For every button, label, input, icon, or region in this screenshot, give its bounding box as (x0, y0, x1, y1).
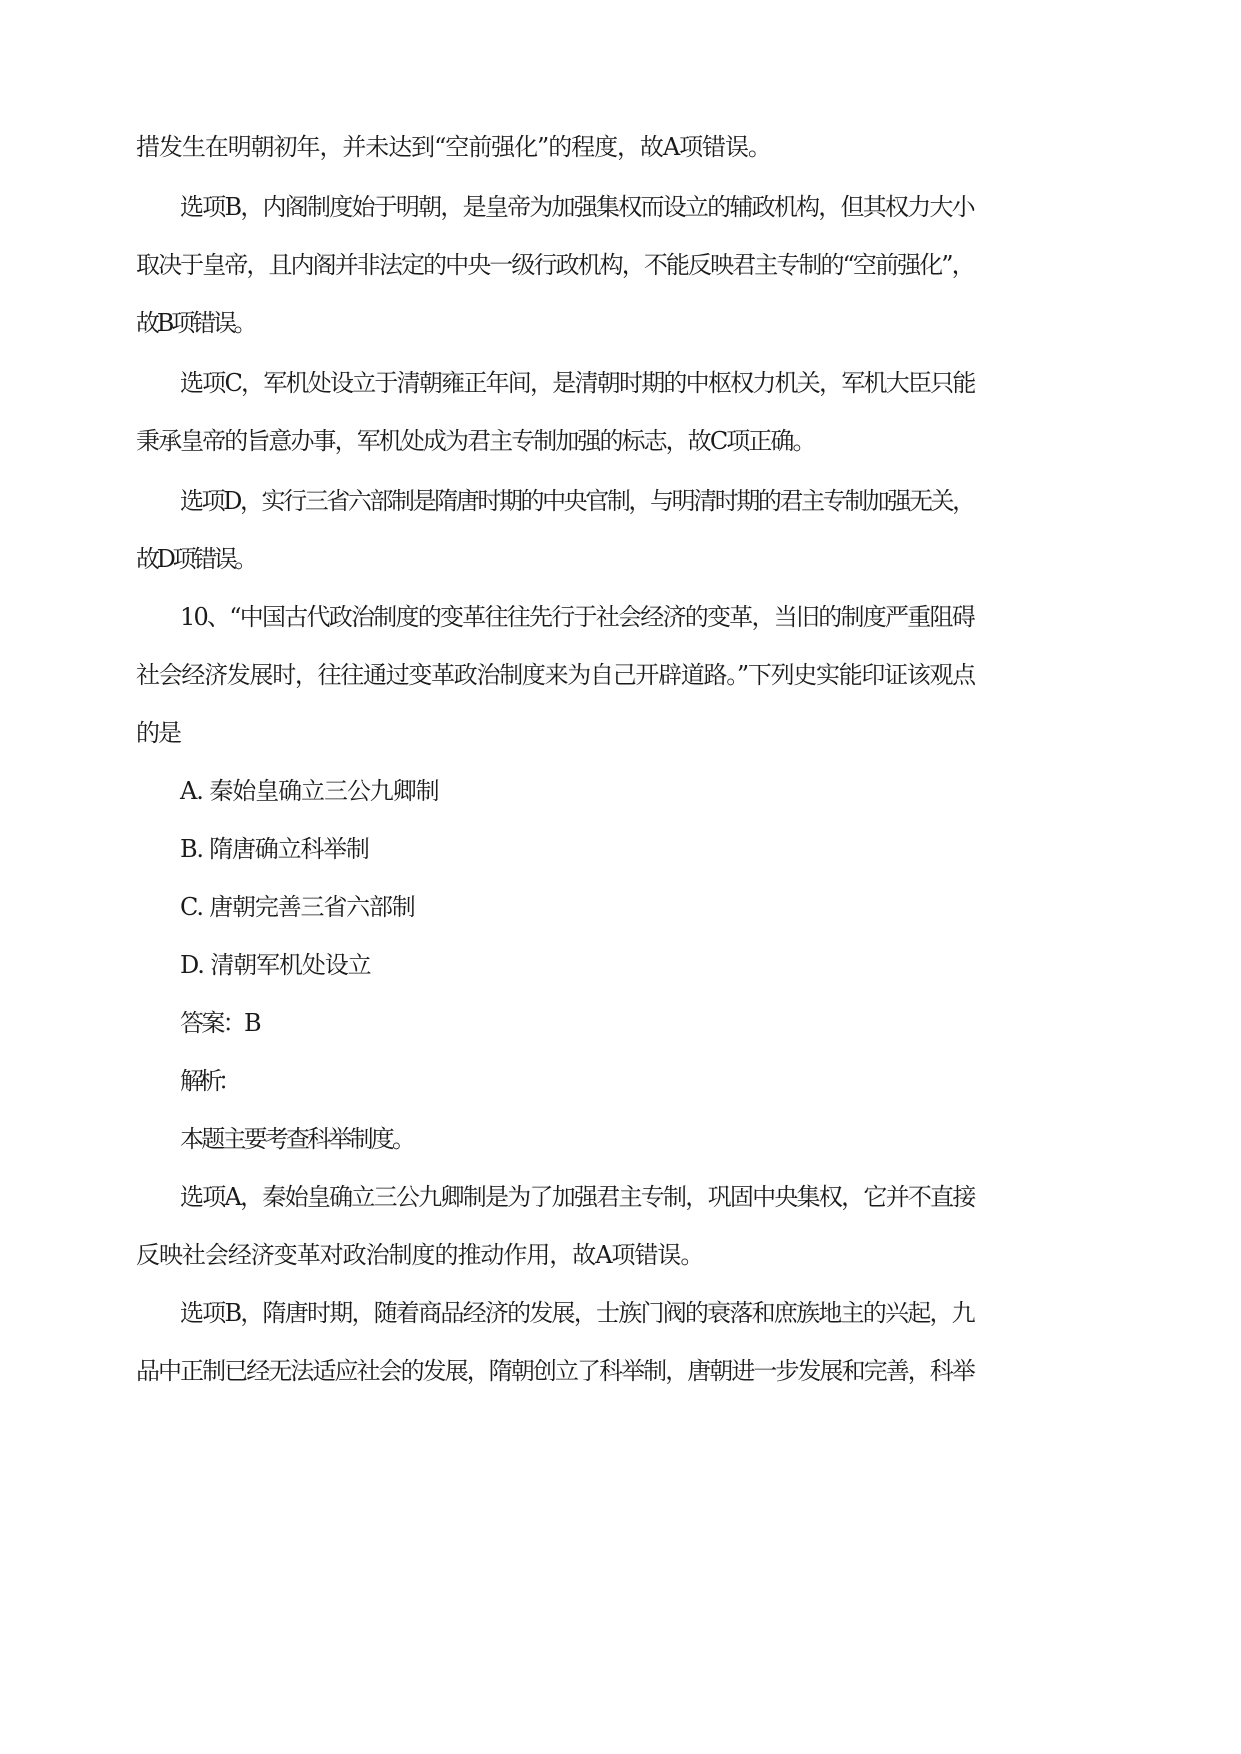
text-line: 选项D，实行三省六部制是隋唐时期的中央官制，与明清时期的君主专制加强无关， (180, 487, 974, 515)
option-b: B. 隋唐确立科举制 (180, 835, 369, 863)
text-line: 取决于皇帝，且内阁并非法定的中央一级行政机构，不能反映君主专制的“空前强化”， (136, 251, 974, 279)
option-d: D. 清朝军机处设立 (180, 951, 371, 979)
analysis-heading: 解析： (180, 1067, 237, 1095)
answer-line: 答案：B (180, 1009, 259, 1037)
text-line: 反映社会经济变革对政治制度的推动作用，故A项错误。 (136, 1241, 704, 1269)
text-line: 秉承皇帝的旨意办事，军机处成为君主专制加强的标志，故C项正确。 (136, 427, 815, 455)
text-line: 故D项错误。 (136, 545, 255, 573)
question-line: 社会经济发展时，往往通过变革政治制度来为自己开辟道路。”下列史实能印证该观点 (136, 661, 975, 689)
question-line: 的是 (136, 719, 180, 747)
text-line: 品中正制已经无法适应社会的发展，隋朝创立了科举制，唐朝进一步发展和完善，科举 (136, 1357, 974, 1385)
text-line: 本题主要考查科举制度。 (180, 1125, 414, 1153)
question-line: 10、“中国古代政治制度的变革往往先行于社会经济的变革，当旧的制度严重阻碍 (180, 603, 975, 631)
text-line: 故B项错误。 (136, 309, 255, 337)
text-line: 选项C，军机处设立于清朝雍正年间，是清朝时期的中枢权力机关，军机大臣只能 (180, 369, 975, 397)
text-line: 选项B，隋唐时期，随着商品经济的发展，士族门阀的衰落和庶族地主的兴起，九 (180, 1299, 974, 1327)
text-line: 措发生在明朝初年，并未达到“空前强化”的程度，故A项错误。 (136, 133, 771, 161)
option-c: C. 唐朝完善三省六部制 (180, 893, 415, 921)
text-line: 选项B，内阁制度始于明朝，是皇帝为加强集权而设立的辅政机构，但其权力大小 (180, 193, 974, 221)
option-a: A. 秦始皇确立三公九卿制 (180, 777, 439, 805)
text-line: 选项A，秦始皇确立三公九卿制是为了加强君主专制，巩固中央集权，它并不直接 (180, 1183, 975, 1211)
